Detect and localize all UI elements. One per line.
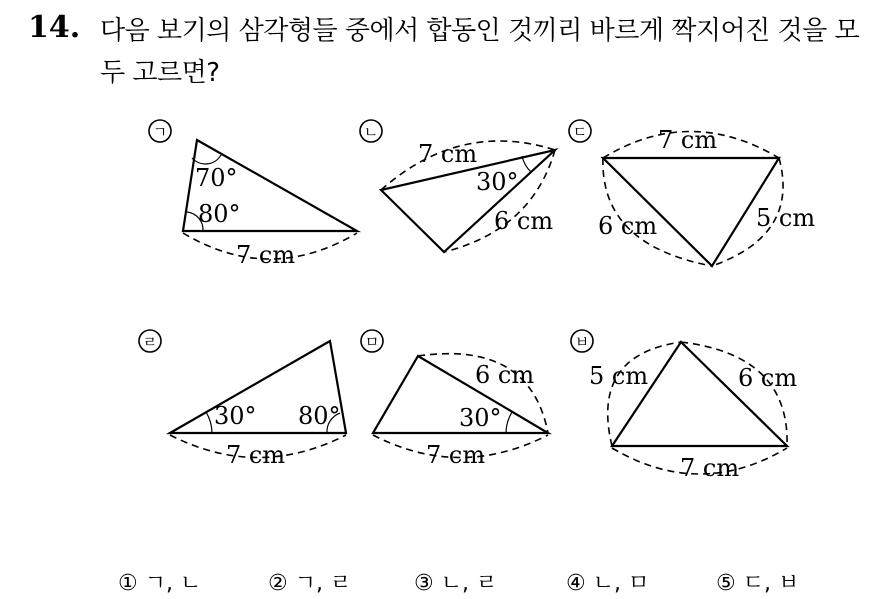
- giyeok-angle-bottom: 80°: [198, 200, 241, 228]
- rieul-angle-left: 30°: [214, 402, 257, 430]
- choice-text: ㄴ, ㅁ: [592, 571, 650, 596]
- digeut-side-top: 7 cm: [658, 126, 718, 154]
- triangle-bieup: [612, 342, 787, 446]
- choice-text: ㄷ, ㅂ: [742, 571, 800, 596]
- nieun-side-right: 6 cm: [494, 207, 554, 235]
- choice-number: ③: [414, 571, 434, 596]
- choice-2[interactable]: [268, 566, 351, 597]
- bieup-side-bottom: 7 cm: [680, 454, 740, 482]
- bieup-side-left: 5 cm: [589, 362, 649, 390]
- label-giyeok: ㄱ: [152, 123, 168, 141]
- label-digeut: ㄷ: [572, 123, 588, 141]
- choice-number: ④: [566, 571, 586, 596]
- digeut-side-left: 6 cm: [598, 212, 658, 240]
- rieul-side: 7 cm: [226, 441, 286, 469]
- mieum-angle: 30°: [459, 404, 502, 432]
- choice-number: ①: [118, 571, 138, 596]
- mieum-side-top: 6 cm: [475, 361, 535, 389]
- choice-3[interactable]: [414, 566, 497, 597]
- label-bieup: ㅂ: [574, 333, 590, 351]
- nieun-angle: 30°: [476, 168, 519, 196]
- choice-text: ㄱ, ㄴ: [144, 571, 202, 596]
- rieul-angle-right: 80°: [298, 402, 341, 430]
- choice-1[interactable]: [118, 566, 201, 597]
- choice-number: ②: [268, 571, 288, 596]
- question-number: 14.: [28, 10, 81, 45]
- choice-number: ⑤: [716, 571, 736, 596]
- choice-4[interactable]: [566, 566, 649, 597]
- bieup-side-right: 6 cm: [738, 364, 798, 392]
- nieun-side-top: 7 cm: [418, 140, 478, 168]
- giyeok-side: 7 cm: [236, 241, 296, 269]
- choice-text: ㄱ, ㄹ: [294, 571, 352, 596]
- answer-choices: [118, 566, 878, 596]
- question-text: 다음 보기의 삼각형들 중에서 합동인 것끼리 바르게 짝지어진 것을 모두 고르면?: [100, 16, 860, 88]
- mieum-side-bottom: 7 cm: [426, 441, 486, 469]
- label-rieul: ㄹ: [142, 333, 158, 351]
- label-mieum: ㅁ: [364, 333, 380, 351]
- choice-text: ㄴ, ㄹ: [440, 571, 498, 596]
- choice-5[interactable]: [716, 566, 799, 597]
- label-nieun: ㄴ: [363, 123, 379, 141]
- digeut-side-right: 5 cm: [756, 204, 816, 232]
- giyeok-angle-top: 70°: [195, 164, 238, 192]
